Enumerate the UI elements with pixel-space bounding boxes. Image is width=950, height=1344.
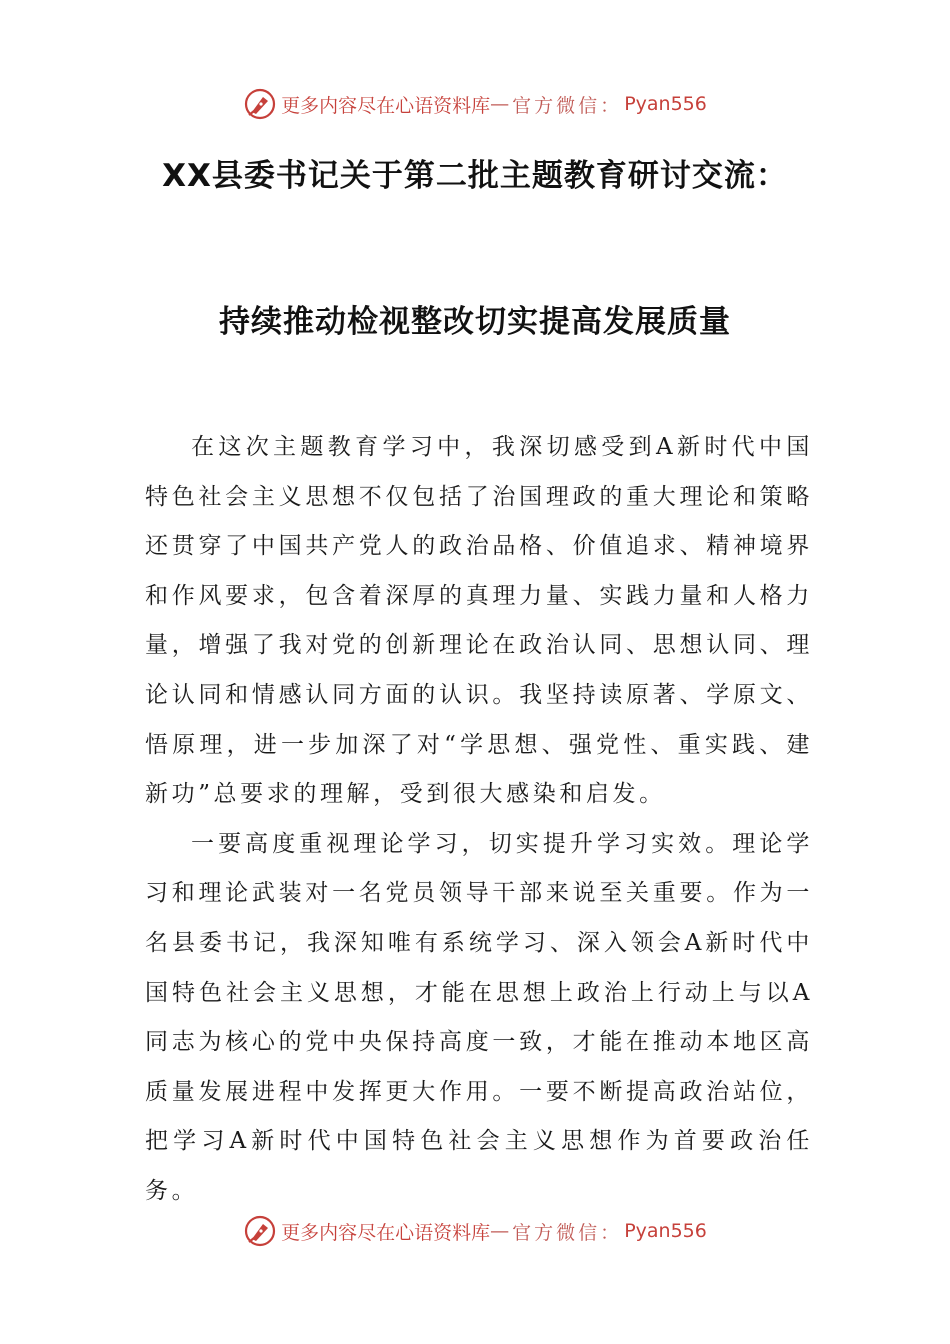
- watermark-wechat-id: Pyan556: [624, 1220, 707, 1242]
- watermark-official-label: 官方微信：: [512, 94, 623, 117]
- watermark-wechat-id: Pyan556: [624, 93, 707, 115]
- watermark-official-label: 官方微信：: [512, 1221, 623, 1244]
- watermark-dash: —: [490, 93, 513, 115]
- footer-watermark: [0, 1211, 950, 1251]
- paragraph-2: 一要高度重视理论学习，切实提升学习实效。理论学习和理论武装对一名党员领导干部来说至关重要。作为一名县委书记，我深知唯有系统学习、深入领会A新时代中国特色社会主义思想，才能在思想上政治上行动上与以A同志为核心的党中央保持高度一致，才能在推动本地区高质量发展进程中发挥更大作用。一要不断提高政治站位，把学习A新时代中国特色社会主义思想作为首要政治任务。: [145, 830, 813, 1204]
- document-body: [145, 423, 813, 1217]
- pen-nib-logo-icon: [243, 1214, 277, 1248]
- watermark-text: 更多内容尽在心语资料库: [281, 1221, 491, 1244]
- watermark-text: 更多内容尽在心语资料库: [281, 94, 491, 117]
- pen-nib-logo-icon: [243, 87, 277, 121]
- paragraph-1: 在这次主题教育学习中，我深切感受到A新时代中国特色社会主义思想不仅包括了治国理政的重大理论和策略还贯穿了中国共产党人的政治品格、价值追求、精神境界和作风要求，包含着深厚的真理力量、实践力量和人格力量，增强了我对党的创新理论在政治认同、思想认同、理论认同和情感认同方面的认识。我坚持读原著、学原文、悟原理，进一步加深了对“学思想、强党性、重实践、建新功”总要求的理解，受到很大感染和启发。: [145, 434, 813, 808]
- header-watermark: [0, 84, 950, 124]
- document-title: XX县委书记关于第二批主题教育研讨交流：: [162, 158, 788, 194]
- document-subtitle: 持续推动检视整改切实提高发展质量: [219, 304, 731, 340]
- watermark-dash: —: [490, 1220, 513, 1242]
